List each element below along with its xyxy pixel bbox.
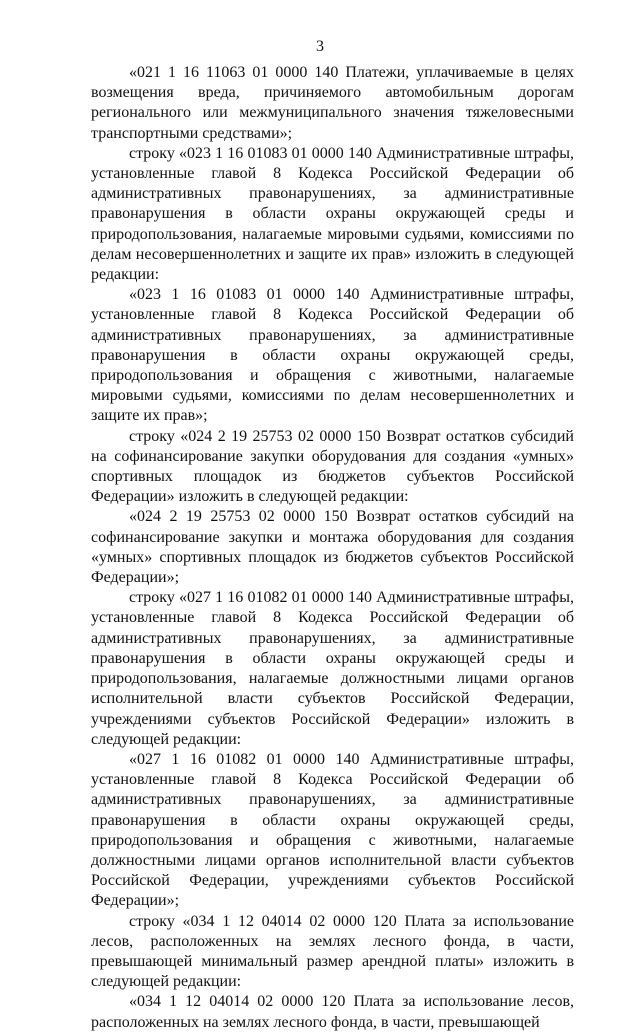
- paragraph: строку «024 2 19 25753 02 0000 150 Возврат остатков субсидий на софинансирование закупки оборудования для создания «умных» спортивных площадок из бюджетов субъектов Российской Федерации» изложить в следующей редакции:: [91, 427, 574, 506]
- paragraph: «027 1 16 01082 01 0000 140 Административные штрафы, установленные главой 8 Кодекса Российской Федерации об административных правонарушениях, за административные правонарушения в области охраны окружающей среды, природопользования и обращения с животными, налагаемые должностными лицами органов исполнительной власти субъектов Российской Федерации, учреждениями субъектов Российской Федерации»;: [91, 750, 574, 910]
- paragraph: строку «034 1 12 04014 02 0000 120 Плата за использование лесов, расположенных на землях лесного фонда, в части, превышающей минимальный размер арендной платы» изложить в следующей редакции:: [91, 912, 574, 991]
- paragraph: «024 2 19 25753 02 0000 150 Возврат остатков субсидий на софинансирование закупки и монтажа оборудования для создания «умных» спортивных площадок из бюджетов субъектов Российской Федерации»;: [91, 508, 574, 587]
- paragraph: «021 1 16 11063 01 0000 140 Платежи, уплачиваемые в целях возмещения вреда, причиняемого автомобильным дорогам регионального или межмуниципального значения тяжеловесными транспортными средствами»;: [91, 64, 574, 142]
- paragraph: «023 1 16 01083 01 0000 140 Административные штрафы, установленные главой 8 Кодекса Российской Федерации об административных правонарушениях, за административные правонарушения в области охраны окружающей среды, природопользования и обращения с животными, налагаемые мировыми судьями, комиссиями по делам несовершеннолетних и защите их прав»;: [91, 286, 574, 425]
- page-number: 3: [316, 38, 324, 55]
- document-body: [91, 63, 574, 1033]
- paragraph: строку «023 1 16 01083 01 0000 140 Административные штрафы, установленные главой 8 Кодекса Российской Федерации об административных правонарушениях, за административные правонарушения в области охраны окружающей среды и природопользования, налагаемые мировыми судьями, комиссиями по делам несовершеннолетних и защите их прав» изложить в следующей редакции:: [91, 144, 574, 284]
- paragraph: строку «027 1 16 01082 01 0000 140 Административные штрафы, установленные главой 8 Кодекса Российской Федерации об административных правонарушениях, за административные правонарушения в области охраны окружающей среды и природопользования, налагаемые должностными лицами органов исполнительной власти субъектов Российской Федерации, учреждениями субъектов Российской Федерации» изложить в следующей редакции:: [91, 589, 574, 748]
- paragraph: «034 1 12 04014 02 0000 120 Плата за использование лесов, расположенных на землях лесного фонда, в части, превышающей: [91, 993, 574, 1031]
